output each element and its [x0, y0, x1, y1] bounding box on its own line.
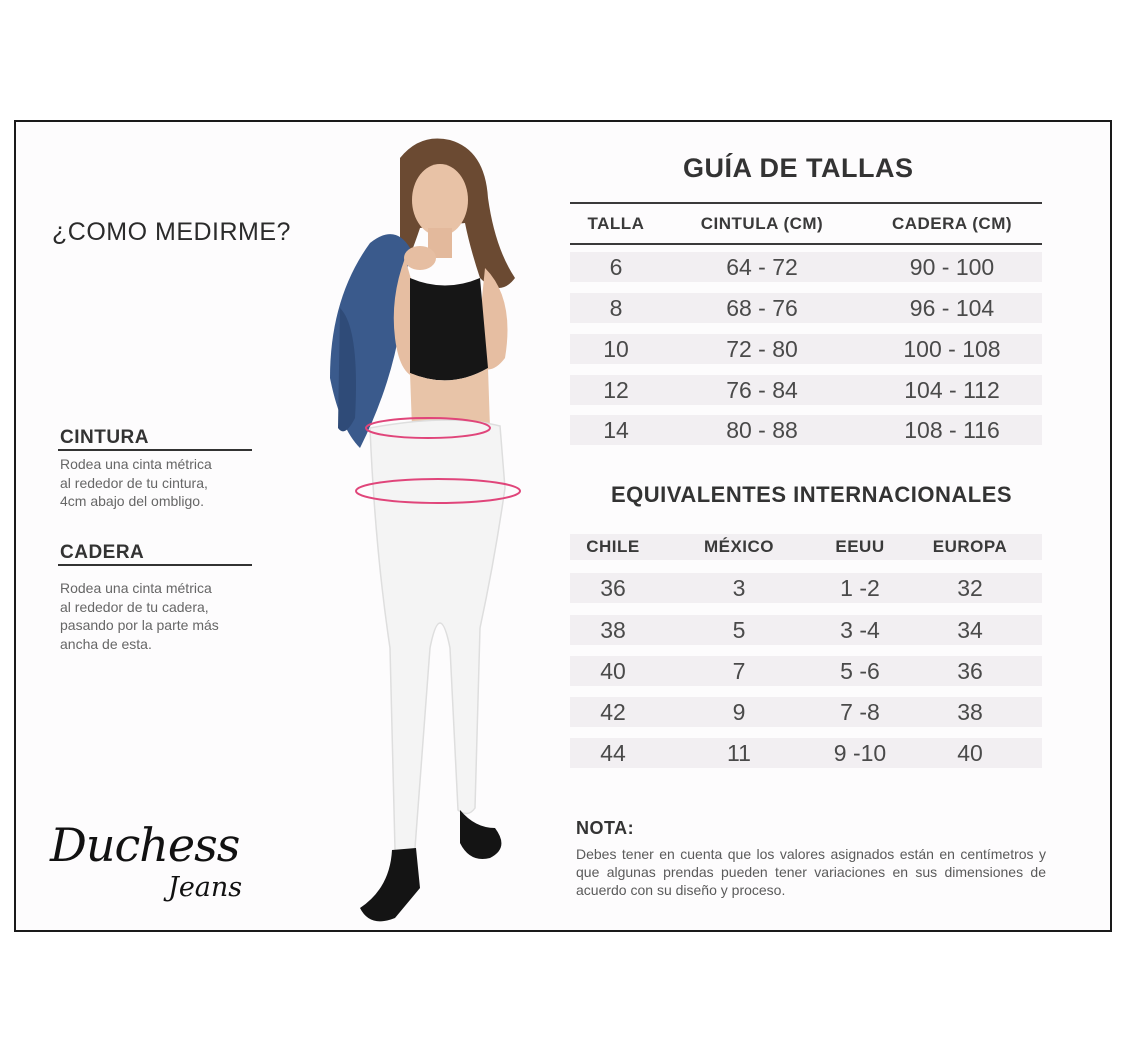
waist-line-2: al rededor de tu cintura, — [60, 474, 208, 491]
waist-rule — [58, 449, 252, 451]
header-mexico: MÉXICO — [703, 537, 775, 556]
size-cell: 72 - 80 — [726, 335, 798, 362]
waist-line-1: Rodea una cinta métrica — [60, 456, 212, 472]
size-cell: 8 — [609, 294, 623, 321]
hip-title: CADERA — [60, 542, 145, 563]
size-guide-top-rule — [570, 202, 1042, 204]
waist-line-3: 4cm abajo del ombligo. — [60, 493, 204, 509]
equivalents-row — [570, 738, 1042, 768]
size-cell: 64 - 72 — [726, 253, 798, 280]
size-cell: 96 - 104 — [909, 294, 995, 321]
equivalents-cell: 9 — [732, 698, 746, 725]
waist-instructions — [60, 455, 280, 511]
how-to-measure-heading: ¿COMO MEDIRME? — [52, 218, 291, 246]
size-cell: 80 - 88 — [726, 416, 798, 443]
equivalents-cell: 38 — [957, 698, 983, 725]
size-cell: 10 — [603, 335, 629, 362]
equivalents-row — [570, 573, 1042, 603]
hip-line-1: Rodea una cinta métrica — [60, 580, 212, 596]
size-cell: 68 - 76 — [726, 294, 798, 321]
size-guide-header-rule — [570, 243, 1042, 245]
size-guide-title: GUÍA DE TALLAS — [683, 153, 914, 183]
equivalents-cell: 1 -2 — [840, 574, 880, 601]
header-europa: EUROPA — [932, 537, 1008, 556]
header-eeuu: EEUU — [835, 537, 885, 556]
size-cell: 108 - 116 — [904, 416, 1000, 443]
header-talla: TALLA — [587, 214, 645, 233]
size-row — [570, 375, 1042, 405]
equivalents-cell: 9 -10 — [833, 739, 887, 766]
equivalents-cell: 3 -4 — [840, 616, 880, 643]
hip-instructions — [60, 579, 280, 653]
equivalents-cell: 44 — [600, 739, 626, 766]
equivalents-row — [570, 615, 1042, 645]
equivalents-cell: 40 — [600, 657, 626, 684]
equivalents-title: EQUIVALENTES INTERNACIONALES — [611, 482, 1013, 507]
header-cadera: CADERA (CM) — [891, 214, 1013, 233]
size-cell: 12 — [603, 376, 629, 403]
size-cell: 104 - 112 — [904, 376, 1000, 403]
size-row — [570, 252, 1042, 282]
size-guide-header — [570, 214, 1042, 234]
equivalents-cell: 38 — [600, 616, 626, 643]
equivalents-row — [570, 697, 1042, 727]
hip-rule — [58, 564, 252, 566]
model-photo — [300, 128, 560, 928]
equivalents-cell: 36 — [600, 574, 626, 601]
header-chile: CHILE — [586, 537, 640, 556]
waist-title: CINTURA — [60, 427, 149, 448]
brand-logo-duchess: Duchess — [50, 818, 240, 872]
note-text: Debes tener en cuenta que los valores asignados están en centímetros y que algunas prendas pueden tener variaciones en sus dimensiones de acuerdo con su diseño y proceso. — [576, 846, 1046, 898]
size-cell: 100 - 108 — [903, 335, 1001, 362]
equivalents-cell: 36 — [957, 657, 983, 684]
brand-logo-jeans: Jeans — [168, 872, 243, 903]
equivalents-cell: 3 — [732, 574, 746, 601]
equivalents-header — [570, 534, 1042, 560]
note-title: NOTA: — [576, 818, 635, 838]
equivalents-cell: 42 — [600, 698, 626, 725]
hip-line-2: al rededor de tu cadera, — [60, 598, 209, 615]
header-cintura: CINTULA (CM) — [700, 214, 824, 233]
equivalents-cell: 32 — [957, 574, 983, 601]
size-cell: 90 - 100 — [909, 253, 995, 280]
equivalents-cell: 40 — [957, 739, 983, 766]
size-row — [570, 334, 1042, 364]
equivalents-cell: 7 — [732, 657, 746, 684]
hip-line-3: pasando por la parte más — [60, 617, 219, 633]
equivalents-row — [570, 656, 1042, 686]
equivalents-cell: 7 -8 — [840, 698, 880, 725]
size-cell: 14 — [603, 416, 629, 443]
size-row — [570, 293, 1042, 323]
equivalents-cell: 34 — [957, 616, 983, 643]
size-cell: 6 — [609, 253, 623, 280]
equivalents-cell: 5 — [732, 616, 746, 643]
equivalents-cell: 11 — [727, 739, 751, 766]
size-cell: 76 - 84 — [726, 376, 798, 403]
hip-line-4: ancha de esta. — [60, 635, 152, 652]
size-row — [570, 415, 1042, 445]
equivalents-cell: 5 -6 — [840, 657, 880, 684]
